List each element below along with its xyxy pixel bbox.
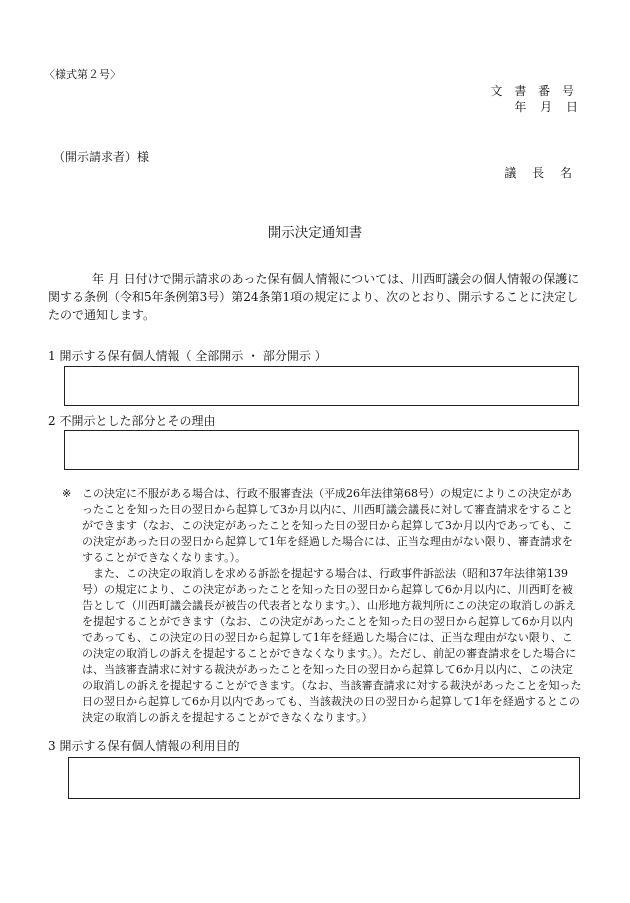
section-2-entry-box[interactable] — [64, 430, 579, 470]
document-title: 開示決定通知書 — [267, 225, 363, 241]
notes-paragraph-1-text: この決定に不服がある場合は、行政不服審査法（平成26年法律第68号）の規定によりこの決定があったことを知った日の翌日から起算して3か月以内に、川西町議会議長に対して審査請求をすることができます（なお、この決定があったことを知った日の翌日から起算して3か月以内であっても、この決定があった日の翌日から起算して1年を経過した場合には、正当な理由がない限り、審査請求をすることができなくなります。）。 — [82, 487, 573, 564]
sender-line: 議 長 名 — [504, 166, 572, 180]
section-1-label: 1 開示する保有個人情報（ 全部開示 ・ 部分開示 ） — [48, 349, 327, 363]
form-number: 〈様式第２号〉 — [44, 68, 121, 81]
recipient-line: （開示請求者）様 — [53, 150, 150, 164]
intro-text: 年 月 日付けで開示請求のあった保有個人情報については、川西町議会の個人情報の保護に関する条例（令和5年条例第3号）第24条第1項の規定により、次のとおり、開示することに決定したので通知します。 — [48, 272, 580, 322]
notes-paragraph-2: また、この決定の取消しを求める訴訟を提起する場合は、行政事件訴訟法（昭和37年法律第139号）の規定により、この決定があったことを知った日の翌日から起算して6か月以内に、川西町を被告として（川西町議会議長が被告の代表者となります。）、山形地方裁判所にこの決定の取消しの訴えを提起することができます（なお、この決定があったことを知った日の翌日から起算して6か月以内であっても、この決定の日の翌日から起算して1年を経過した場合には、正当な理由がない限り、この決定の取消しの訴えを提起することができなくなります。）。ただし、前記の審査請求をした場合には、当該審査請求に対する裁決があったことを知った日の翌日から起算して6か月以内に、この決定の取消しの訴えを提起することができます。（なお、当該審査請求に対する裁決があったことを知った日の翌日から起算して6か月以内であっても、当該裁決の日の翌日から起算して1年を経過するとこの決定の取消しの訴えを提起することができなくなります。） — [82, 567, 582, 724]
section-1-entry-box[interactable] — [64, 366, 579, 406]
section-3-entry-box[interactable] — [68, 757, 580, 799]
document-number-label: 文 書 番 号 — [490, 84, 578, 98]
note-mark: ※ — [62, 487, 72, 500]
section-3-label: 3 開示する保有個人情報の利用目的 — [48, 739, 240, 753]
document-date-label: 年 月 日 — [514, 100, 578, 114]
notes-paragraph-1 — [62, 486, 582, 566]
notes-block — [62, 486, 582, 726]
section-2-label: 2 不開示とした部分とその理由 — [48, 414, 216, 428]
intro-paragraph — [48, 270, 588, 324]
